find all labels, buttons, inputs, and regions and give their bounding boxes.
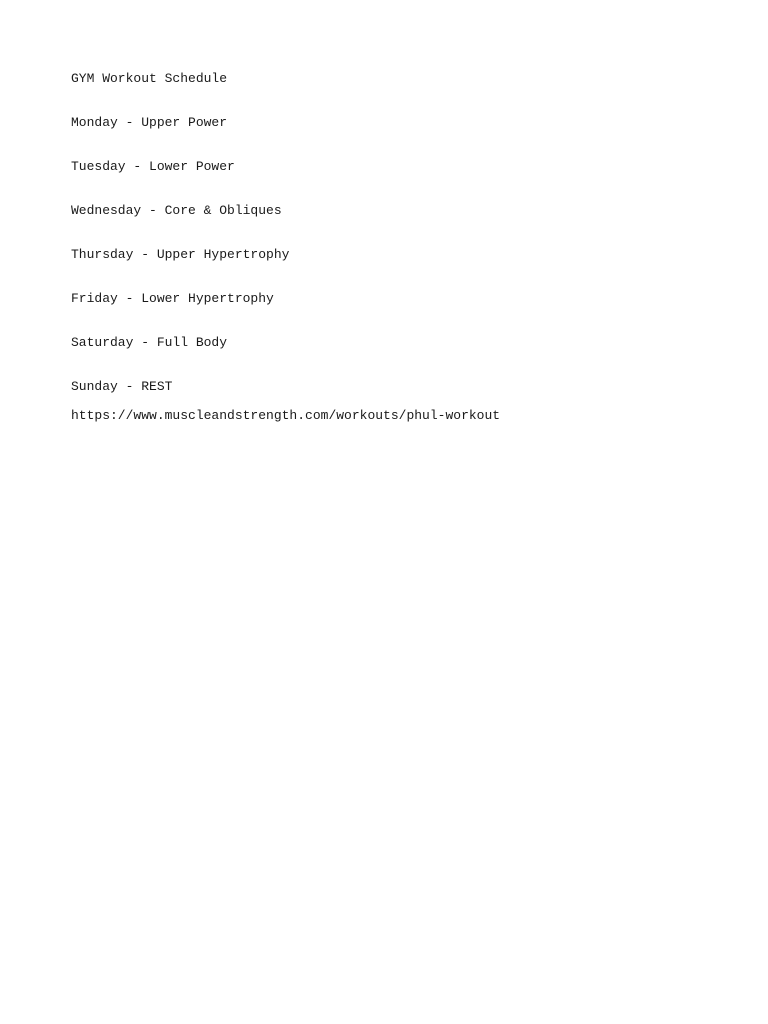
schedule-day-monday: Monday - Upper Power — [71, 115, 228, 130]
schedule-day-tuesday: Tuesday - Lower Power — [71, 159, 235, 174]
schedule-day-sunday: Sunday - REST — [71, 379, 173, 394]
schedule-day-friday: Friday - Lower Hypertrophy — [71, 291, 274, 306]
document-title: GYM Workout Schedule — [71, 71, 228, 86]
schedule-day-thursday: Thursday - Upper Hypertrophy — [71, 247, 290, 262]
workout-link[interactable]: https://www.muscleandstrength.com/workouts/phul-workout — [71, 408, 501, 423]
schedule-day-saturday: Saturday - Full Body — [71, 335, 228, 350]
schedule-day-wednesday: Wednesday - Core & Obliques — [71, 203, 282, 218]
document-page — [71, 70, 711, 425]
